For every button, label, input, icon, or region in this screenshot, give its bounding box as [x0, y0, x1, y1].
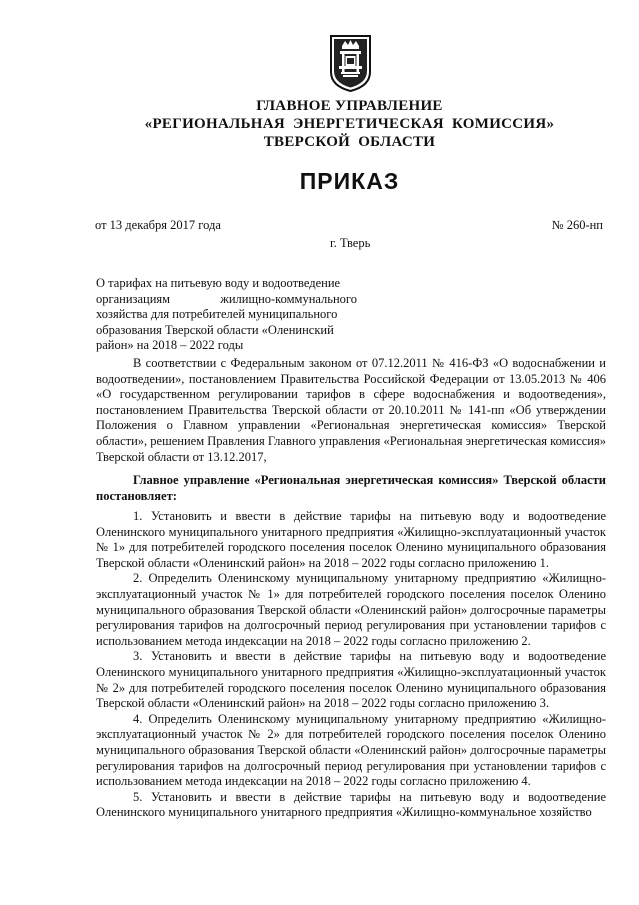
org-name-line-3: ТВЕРСКОЙ ОБЛАСТИ: [263, 134, 436, 150]
org-name-line-2: «РЕГИОНАЛЬНАЯ ЭНЕРГЕТИЧЕСКАЯ КОМИССИЯ»: [144, 116, 555, 132]
legal-basis-paragraph: В соответствии с Федеральным законом от 07.12.2011 № 416-ФЗ «О водоснабжении и водоотведении», постановлением Правительства Российской Федерации от 13.05.2013 № 406 «О государственном регулировании тарифов в сфере водоснабжения и водоотведения», постановлением Правительства Тверской области от 20.10.2011 № 141-пп «Об утверждении Положения о Главном управлении «Региональная энергетическая комиссия» Тверской области», решением Правления Главного управления «Региональная энергетическая комиссия» Тверской области от 13.12.2017,: [96, 356, 606, 464]
order-item: 2. Определить Оленинскому муниципальному унитарному предприятию «Жилищно-эксплуатационный участок № 1» для потребителей городского поселения поселок Оленино муниципального образования Тверской области «Оленинский район» долгосрочные параметры регулирования тарифов на долгосрочный период регулирования при установлении тарифов с использованием метода индексации на 2018 – 2022 годы согласно приложению 2.: [96, 571, 606, 648]
order-item: 4. Определить Оленинскому муниципальному унитарному предприятию «Жилищно-эксплуатационный участок № 2» для потребителей городского поселения поселок Оленино муниципального образования Тверской области «Оленинский район» долгосрочные параметры регулирования тарифов на долгосрочный период регулирования при установлении тарифов с использованием метода индексации на 2018 – 2022 годы согласно приложению 4.: [96, 711, 606, 789]
decree-section: [96, 473, 606, 504]
subject-line: хозяйства для потребителей муниципального: [96, 307, 338, 321]
order-item: 3. Установить и ввести в действие тарифы на питьевую воду и водоотведение Оленинского муниципального унитарного предприятия «Жилищно-эксплуатационный участок № 2» для потребителей городского поселения поселок Оленино муниципального образования Тверской области «Оленинский район» на 2018 – 2022 годы согласно приложению 3.: [96, 649, 606, 711]
subject-line: организациям жилищно-коммунального: [96, 291, 357, 306]
order-item: 5. Установить и ввести в действие тарифы на питьевую воду и водоотведение Оленинского муниципального унитарного предприятия «Жилищно-коммунальное хозяйство: [96, 789, 606, 820]
order-item: 1. Установить и ввести в действие тарифы на питьевую воду и водоотведение Оленинского муниципального унитарного предприятия «Жилищно-эксплуатационный участок № 1» для потребителей городского поселения поселок Оленино муниципального образования Тверской области «Оленинский район» на 2018 – 2022 годы согласно приложению 1.: [96, 509, 606, 570]
order-items: [96, 509, 606, 821]
document-subject: [96, 276, 357, 354]
document-date: от 13 декабря 2017 года: [95, 218, 221, 232]
document-type-title: ПРИКАЗ: [299, 168, 400, 194]
org-name-line-1: ГЛАВНОЕ УПРАВЛЕНИЕ: [256, 98, 443, 114]
tver-coat-of-arms-icon: [329, 34, 372, 92]
decree-statement: Главное управление «Региональная энергетическая комиссия» Тверской области постановляет:: [96, 473, 606, 503]
subject-line: район» на 2018 – 2022 годы: [96, 338, 244, 352]
document-number: № 260-нп: [551, 218, 603, 232]
subject-line: образования Тверской области «Оленинский: [96, 322, 334, 337]
legal-basis-section: [96, 356, 606, 465]
subject-line: О тарифах на питьевую воду и водоотведение: [96, 276, 341, 290]
document-city: г. Тверь: [330, 236, 371, 250]
